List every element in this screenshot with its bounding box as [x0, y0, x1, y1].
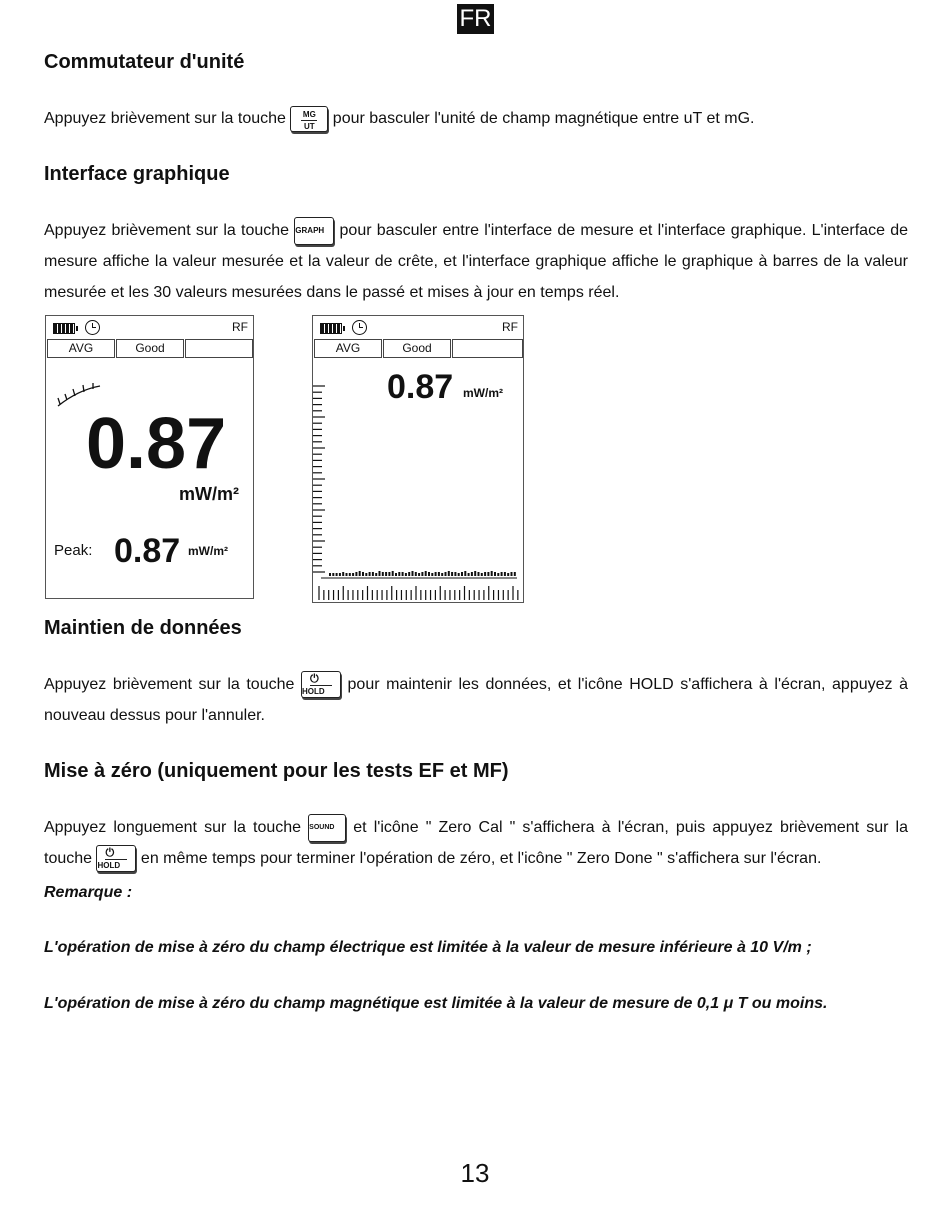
- note-magnetic-field: L'opération de mise à zéro du champ magnétique est limitée à la valeur de mesure de 0,1 μ T ou moins.: [44, 995, 828, 1012]
- graph-measured-unit: mW/m²: [463, 386, 503, 400]
- note-electric-field: L'opération de mise à zéro du champ électrique est limitée à la valeur de mesure inférieure à 10 V/m ;: [44, 939, 812, 956]
- history-bar: [451, 572, 453, 576]
- paragraph-data-hold: [44, 669, 908, 731]
- measured-unit: mW/m²: [179, 484, 239, 504]
- history-bar: [431, 573, 433, 576]
- history-bar: [494, 572, 496, 576]
- history-bar: [501, 572, 503, 576]
- clock-icon: [85, 320, 100, 335]
- history-bar: [392, 571, 394, 576]
- history-bar: [385, 572, 387, 576]
- history-bar: [408, 572, 410, 576]
- graph-key-icon: GRAPH: [294, 217, 334, 245]
- history-bar: [445, 572, 447, 576]
- history-bar: [428, 572, 430, 576]
- history-bar: [339, 573, 341, 576]
- battery-icon: [320, 323, 342, 334]
- text-segment: Appuyez brièvement sur la touche: [44, 222, 295, 239]
- history-bar: [461, 572, 463, 576]
- history-bar: [332, 573, 334, 576]
- history-bar: [395, 573, 397, 576]
- history-bar: [402, 572, 404, 576]
- history-bar: [425, 571, 427, 576]
- history-bar: [435, 572, 437, 576]
- history-bar: [349, 573, 351, 576]
- text-segment: pour maintenir les données, et l'icône HOLD s'affichera à l'écran, appuyez à nouveau dessus pour l'annuler.: [44, 676, 908, 724]
- cell-level: Good: [383, 339, 451, 358]
- history-bar: [415, 572, 417, 576]
- remark-label: Remarque :: [44, 884, 133, 901]
- paragraph-graph-interface: [44, 215, 908, 308]
- text-segment: Appuyez brièvement sur la touche: [44, 110, 291, 127]
- history-bar: [362, 572, 364, 576]
- measurement-screen: [45, 315, 254, 599]
- history-bar: [355, 572, 357, 576]
- history-bars: [329, 571, 516, 576]
- paragraph-unit-switch: [44, 103, 908, 134]
- status-bar: [51, 319, 248, 337]
- history-bar: [468, 573, 470, 576]
- history-bar: [464, 571, 466, 576]
- history-bar: [336, 573, 338, 576]
- peak-label: Peak:: [54, 542, 93, 559]
- cell-avg: AVG: [314, 339, 382, 358]
- history-bar: [421, 572, 423, 576]
- mode-label: RF: [232, 320, 248, 334]
- history-bar: [375, 573, 377, 576]
- history-bar: [458, 573, 460, 576]
- x-axis-ticks: [319, 586, 518, 600]
- mode-label: RF: [502, 320, 518, 334]
- history-bar: [454, 572, 456, 576]
- hold-key-icon: [96, 845, 136, 872]
- clock-icon: [352, 320, 367, 335]
- heading-unit-switch: Commutateur d'unité: [44, 51, 245, 73]
- history-bar: [398, 572, 400, 576]
- key-label-bottom: HOLD: [97, 861, 121, 871]
- mg-ut-key-icon: [290, 106, 328, 132]
- page-number: 13: [460, 1158, 490, 1188]
- history-bar: [388, 572, 390, 576]
- history-bar: [478, 572, 480, 576]
- text-segment: Appuyez longuement sur la touche: [44, 819, 309, 836]
- history-bar: [418, 573, 420, 576]
- history-bar: [504, 572, 506, 576]
- peak-value: 0.87: [114, 532, 181, 570]
- status-bar: [318, 319, 518, 337]
- history-bar: [511, 572, 513, 576]
- sound-key-icon: SOUND: [308, 814, 346, 842]
- history-bar: [352, 573, 354, 576]
- peak-unit: mW/m²: [188, 544, 228, 558]
- paragraph-zeroing: [44, 812, 908, 874]
- hold-key-icon: [301, 671, 341, 698]
- heading-data-hold: Maintien de données: [44, 617, 242, 639]
- history-bar: [369, 572, 371, 576]
- graph-measured-value: 0.87: [387, 368, 454, 406]
- history-bar: [491, 571, 493, 576]
- text-segment: en même temps pour terminer l'opération de zéro, et l'icône " Zero Done " s'affichera sur l'écran.: [136, 850, 822, 867]
- power-symbol-icon: ⏻: [310, 674, 332, 686]
- text-segment: Appuyez brièvement sur la touche: [44, 676, 301, 693]
- heading-zeroing: Mise à zéro (uniquement pour les tests EF et MF): [44, 760, 509, 782]
- history-bar: [346, 573, 348, 576]
- history-bar: [497, 573, 499, 576]
- history-bar: [382, 572, 384, 576]
- text-segment: pour basculer l'unité de champ magnétique entre uT et mG.: [328, 110, 755, 127]
- history-bar: [438, 572, 440, 576]
- history-bar: [514, 572, 516, 576]
- history-bar: [329, 573, 331, 576]
- text-segment: et l'icône " Zero Cal " s'affichera à l'écran, puis appuyez brièvement sur la touche: [44, 819, 909, 867]
- history-bar: [405, 573, 407, 576]
- cell-empty: [452, 339, 523, 358]
- key-label-bottom: UT: [304, 121, 315, 131]
- status-cells: [47, 339, 252, 358]
- history-bar: [484, 572, 486, 576]
- history-bar: [412, 571, 414, 576]
- graph-screen: [312, 315, 524, 603]
- y-axis-ticks: [313, 386, 325, 572]
- history-bar: [507, 573, 509, 576]
- history-bar: [481, 573, 483, 576]
- language-badge: FR: [457, 4, 494, 34]
- history-bar: [474, 571, 476, 576]
- heading-graph-interface: Interface graphique: [44, 163, 230, 185]
- cell-empty: [185, 339, 253, 358]
- history-bar: [471, 572, 473, 576]
- bar-graph: [313, 382, 523, 602]
- history-bar: [487, 572, 489, 576]
- history-bar: [359, 571, 361, 576]
- history-bar: [372, 572, 374, 576]
- cell-avg: AVG: [47, 339, 115, 358]
- key-label-bottom: HOLD: [301, 687, 325, 697]
- status-cells: [314, 339, 522, 358]
- history-bar: [342, 572, 344, 576]
- power-symbol-icon: ⏻: [105, 848, 127, 860]
- key-label-top: MG: [302, 109, 316, 119]
- history-bar: [365, 573, 367, 576]
- battery-icon: [53, 323, 75, 334]
- cell-level: Good: [116, 339, 184, 358]
- text-segment: pour basculer entre l'interface de mesure et l'interface graphique. L'interface de mesure affiche la valeur mesurée et la valeur de crête, et l'interface graphique affiche le graphique à barres de la valeur mesurée et les 30 valeurs mesurées dans le passé et mises à jour en temps réel.: [44, 222, 909, 301]
- history-bar: [448, 571, 450, 576]
- measured-value: 0.87: [86, 404, 227, 484]
- history-bar: [441, 573, 443, 576]
- history-bar: [379, 571, 381, 576]
